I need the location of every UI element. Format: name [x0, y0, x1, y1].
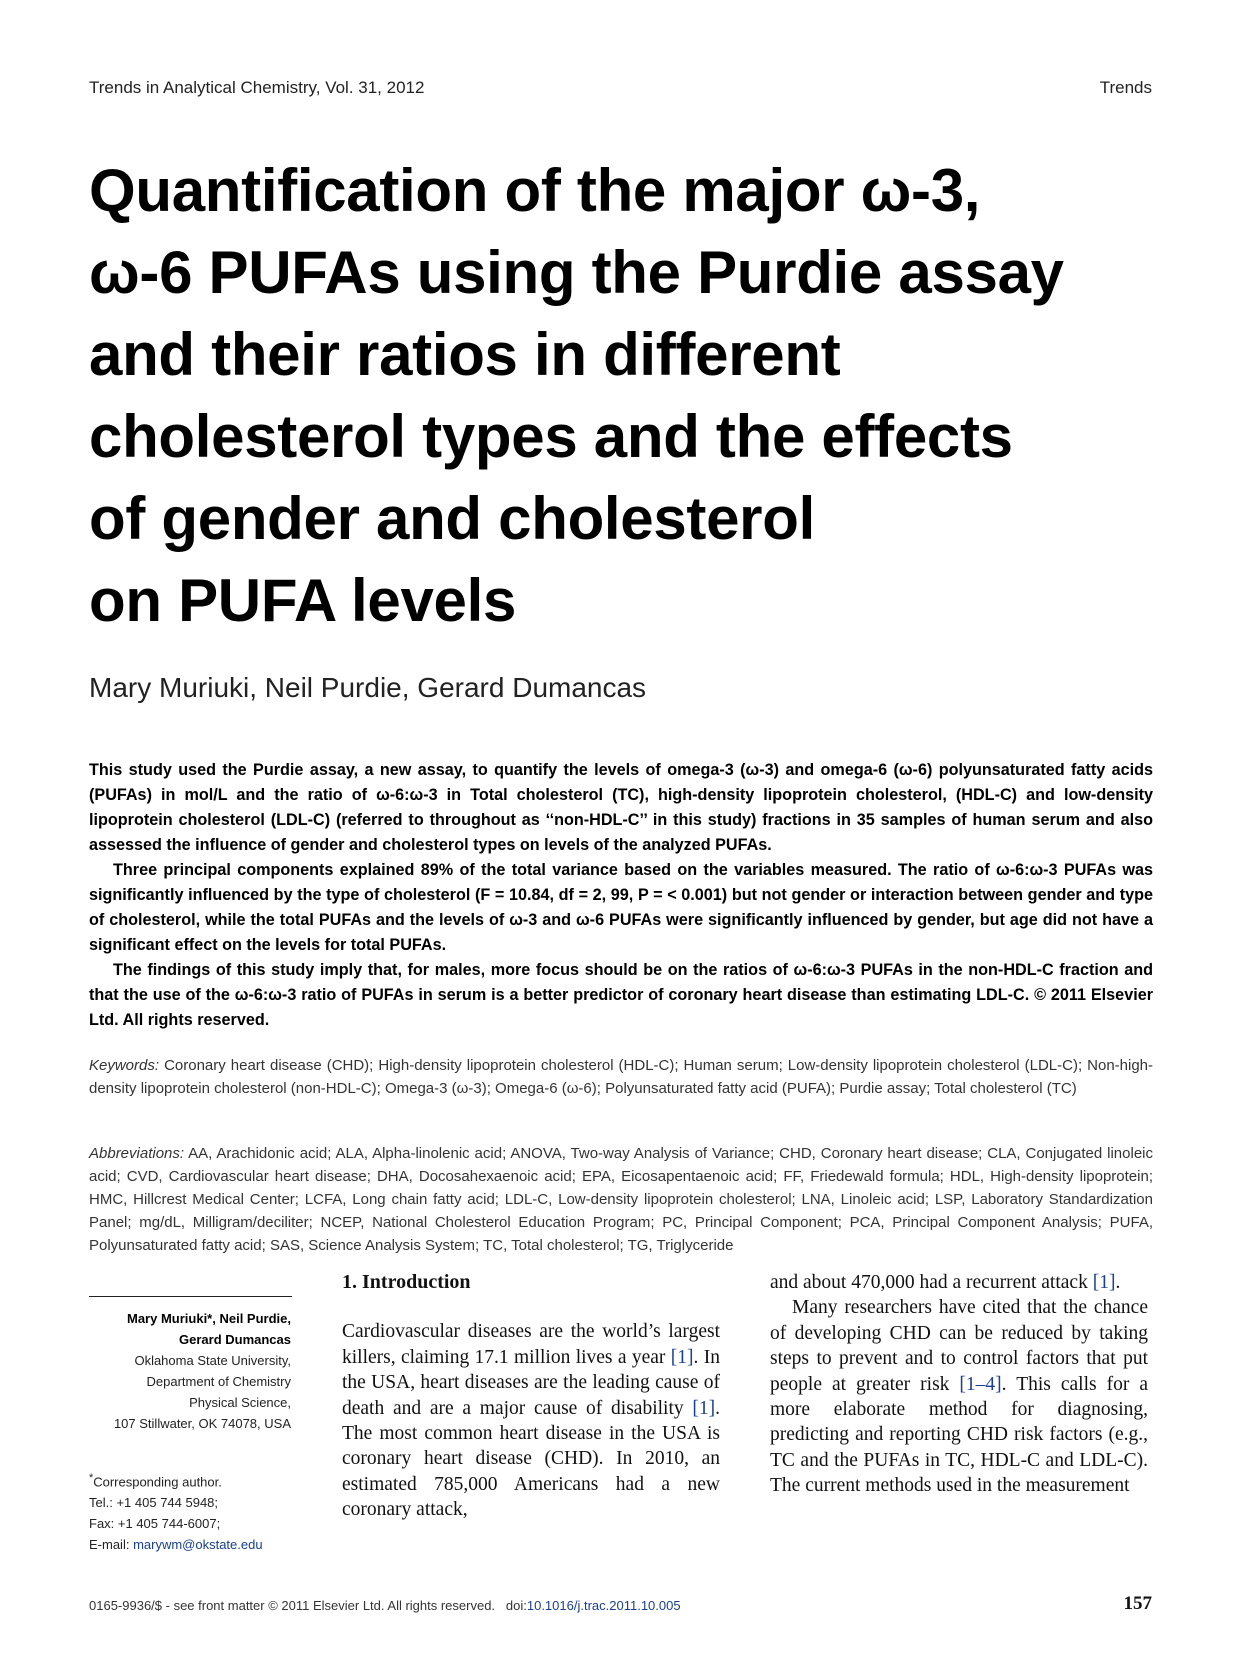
body-column-left — [342, 1270, 720, 1523]
page-number: 157 — [1123, 1593, 1152, 1614]
affiliation-line: Physical Science, — [189, 1395, 291, 1410]
affiliation-names: Mary Muriuki*, Neil Purdie, — [127, 1311, 291, 1326]
corresponding-author: *Corresponding author. — [89, 1472, 222, 1490]
citation-link[interactable]: [1] — [670, 1346, 694, 1368]
affiliation-block — [89, 1308, 291, 1434]
title-line: and their ratios in different — [89, 321, 841, 388]
affiliation-line: 107 Stillwater, OK 74078, USA — [113, 1416, 291, 1431]
running-head-section: Trends — [1099, 78, 1152, 97]
abstract — [89, 758, 1153, 1033]
abstract-paragraph: The findings of this study imply that, for males, more focus should be on the ratios of ω-6:ω-3 PUFAs in the non-HDL-C fraction and that the use of the ω-6:ω-3 ratio of PUFAs in serum is a better predictor of coronary heart disease than estimating LDL-C. © 2011 Elsevier Ltd. All rights reserved. — [89, 961, 1153, 1029]
body-paragraph: Many researchers have cited that the chance of developing CHD can be reduced by taking steps to prevent and to control factors that put people at greater risk [1–4]. This calls for a more elaborate method for diagnosing, predicting and reporting CHD risk factors (e.g., TC and the PUFAs in TC, HDL-C and LDL-C). The current methods used in the measurement — [770, 1297, 1148, 1497]
author-list: Mary Muriuki, Neil Purdie, Gerard Dumancas — [89, 672, 647, 703]
title-line: of gender and cholesterol — [89, 485, 815, 552]
email-line: E-mail: marywm@okstate.edu — [89, 1537, 263, 1553]
telephone: Tel.: +1 405 744 5948; — [89, 1495, 219, 1511]
keywords-text: Coronary heart disease (CHD); High-density lipoprotein cholesterol (HDL-C); Human serum; Low-density lipoprotein cholesterol (LDL-C); Non-high-density lipoprotein cholesterol (non-HDL-C); Omega-3 (ω-3); Omega-6 (ω-6); Polyunsaturated fatty acid (PUFA); Purdie assay; Total cholesterol (TC) — [89, 1057, 1154, 1097]
article-title — [89, 150, 1169, 642]
title-line: ω-6 PUFAs using the Purdie assay — [89, 239, 1064, 306]
abstract-paragraph: Three principal components explained 89% of the total variance based on the variables measured. The ratio of ω-6:ω-3 PUFAs was significantly influenced by the type of cholesterol (F = 10.84, df = 2, 99, P = < 0.001) but not gender or interaction between gender and type of cholesterol, while the total PUFAs and the levels of ω-3 and ω-6 PUFAs were significantly influenced by gender, but age did not have a significant effect on the levels for total PUFAs. — [89, 861, 1153, 954]
sidebar-divider — [89, 1296, 292, 1297]
section-heading: 1. Introduction — [342, 1271, 471, 1293]
keywords-label: Keywords: — [89, 1057, 160, 1074]
abbreviations — [89, 1142, 1153, 1257]
fax: Fax: +1 405 744-6007; — [89, 1516, 221, 1532]
title-line: cholesterol types and the effects — [89, 403, 1013, 470]
title-line: Quantification of the major ω-3, — [89, 157, 981, 224]
citation-link[interactable]: [1] — [692, 1397, 716, 1419]
email-link[interactable]: marywm@okstate.edu — [133, 1537, 263, 1553]
footer-copyright: 0165-9936/$ - see front matter © 2011 Elsevier Ltd. All rights reserved. doi:10.1016/j.trac.2011.10.005 — [89, 1598, 681, 1613]
correspondence-block — [89, 1468, 299, 1555]
body-paragraph: and about 470,000 had a recurrent attack [1]. — [770, 1272, 1121, 1293]
citation-link[interactable]: [1–4] — [959, 1373, 1002, 1395]
body-paragraph: Cardiovascular diseases are the world’s largest killers, claiming 17.1 million lives a year [1]. In the USA, heart diseases are the leading cause of death and are a major cause of disability [1]. The most common heart disease in the USA is coronary heart disease (CHD). In 2010, an estimated 785,000 Americans had a new coronary attack, — [342, 1321, 720, 1521]
keywords — [89, 1054, 1153, 1100]
body-column-right — [770, 1270, 1148, 1499]
running-head-journal: Trends in Analytical Chemistry, Vol. 31, 2012 — [89, 78, 425, 97]
title-line: on PUFA levels — [89, 567, 517, 634]
doi-link[interactable]: 10.1016/j.trac.2011.10.005 — [526, 1598, 681, 1613]
abbreviations-text: AA, Arachidonic acid; ALA, Alpha-linolenic acid; ANOVA, Two-way Analysis of Variance; CHD, Coronary heart disease; CLA, Conjugated linoleic acid; CVD, Cardiovascular heart disease; DHA, Docosahexaenoic acid; EPA, Eicosapentaenoic acid; FF, Friedewald formula; HDL, High-density lipoprotein; HMC, Hillcrest Medical Center; LCFA, Long chain fatty acid; LDL-C, Low-density lipoprotein cholesterol; LNA, Linoleic acid; LSP, Laboratory Standardization Panel; mg/dL, Milligram/deciliter; NCEP, National Cholesterol Education Program; PC, Principal Component; PCA, Principal Component Analysis; PUFA, Polyunsaturated fatty acid; SAS, Science Analysis System; TC, Total cholesterol; TG, Triglyceride — [89, 1145, 1154, 1254]
affiliation-line: Oklahoma State University, — [134, 1353, 291, 1368]
corresponding-marker: * — [89, 1472, 94, 1484]
affiliation-names: Gerard Dumancas — [179, 1332, 291, 1347]
affiliation-line: Department of Chemistry — [146, 1374, 291, 1389]
abbreviations-label: Abbreviations: — [89, 1145, 185, 1162]
abstract-paragraph: This study used the Purdie assay, a new assay, to quantify the levels of omega-3 (ω-3) and omega-6 (ω-6) polyunsaturated fatty acids (PUFAs) in mol/L and the ratio of ω-6:ω-3 in Total cholesterol (TC), high-density lipoprotein cholesterol, (HDL-C) and low-density lipoprotein cholesterol (LDL-C) (referred to throughout as ‘‘non-HDL-C’’ in this study) fractions in 35 samples of human serum and also assessed the influence of gender and cholesterol types on levels of the analyzed PUFAs. — [89, 761, 1153, 854]
citation-link[interactable]: [1] — [1092, 1272, 1116, 1293]
